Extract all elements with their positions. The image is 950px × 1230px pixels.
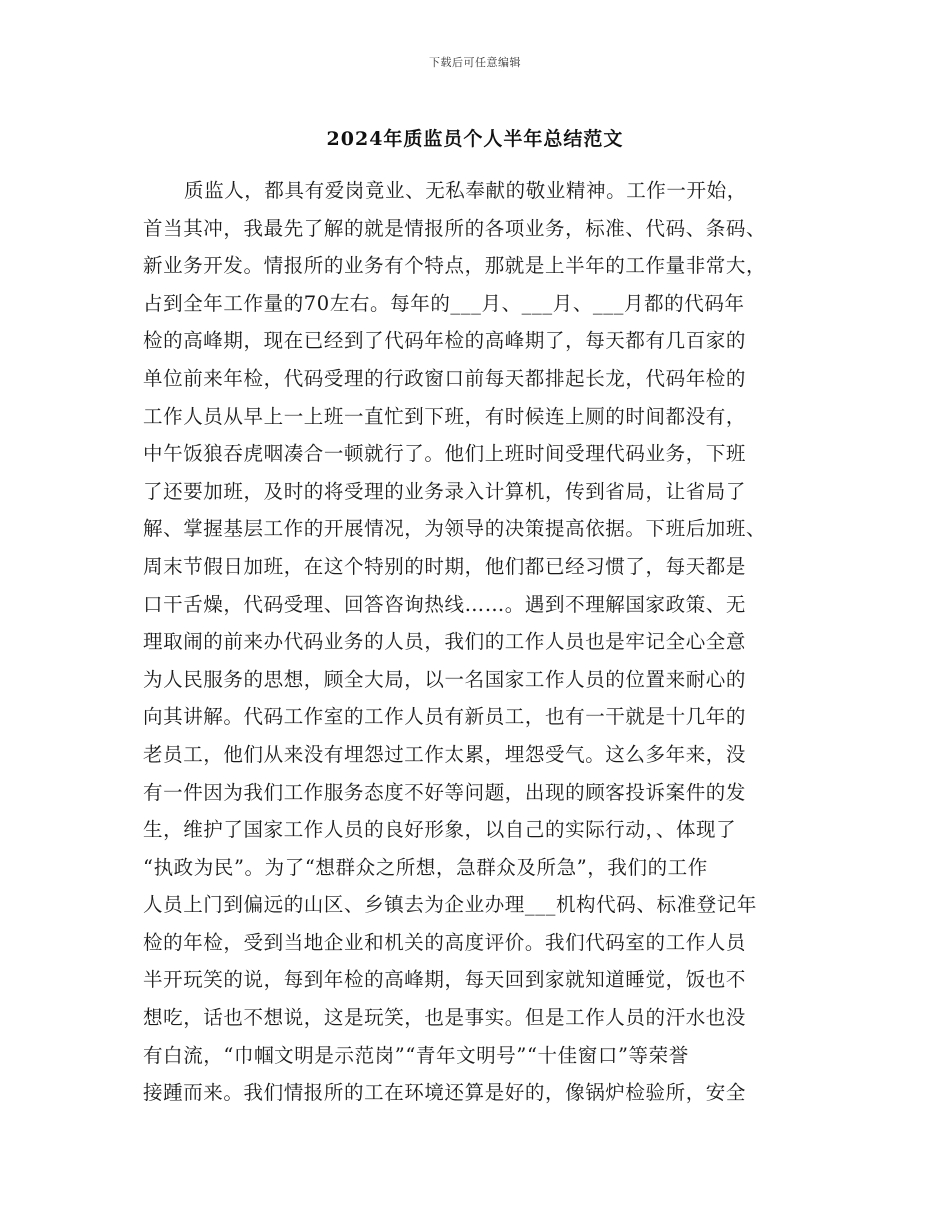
text-line: 接踵而来。我们情报所的工在环境还算是好的，像锅炉检验所，安全 [143,1081,747,1105]
text-line: 了还要加班，及时的将受理的业务录入计算机，传到省局，让省局了 [143,479,747,503]
text-line: 质监人，都具有爱岗竟业、无私奉献的敬业精神。工作一开始， [184,179,747,202]
text-line: 首当其冲，我最先了解的就是情报所的各项业务，标准、代码、条码、 [143,216,767,240]
text-line: 半开玩笑的说，每到年检的高峰期，每天回到家就知道睡觉，饭也不 [143,968,747,992]
text-line: 为人民服务的思想，顾全大局，以一名国家工作人员的位置来耐心的 [143,667,747,691]
text-line: 占到全年工作量的70左右。每年的___月、___月、___月都的代码年 [143,291,745,315]
text-line: “执政为民”。为了“想群众之所想，急群众及所急”，我们的工作 [143,855,708,879]
text-line: 工作人员从早上一上班一直忙到下班，有时候连上厕的时间都没有， [143,404,747,428]
text-line: 老员工，他们从来没有埋怨过工作太累，埋怨受气。这么多年来，没 [143,742,747,766]
header-note: 下载后可任意编辑 [429,56,521,69]
text-line: 检的年检，受到当地企业和机关的高度评价。我们代码室的工作人员 [143,930,747,954]
text-line: 周末节假日加班，在这个特别的时期，他们都已经习惯了，每天都是 [143,554,747,578]
text-line: 中午饭狼吞虎咽凑合一顿就行了。他们上班时间受理代码业务，下班 [143,442,747,466]
text-line: 单位前来年检，代码受理的行政窗口前每天都排起长龙，代码年检的 [143,366,747,390]
text-line: 有一件因为我们工作服务态度不好等问题，出现的顾客投诉案件的发 [143,780,747,804]
text-line: 生，维护了国家工作人员的良好形象，以自己的实际行动，、体现了 [143,818,737,842]
text-line: 人员上门到偏远的山区、乡镇去为企业办理___机构代码、标准登记年 [143,893,757,917]
text-line: 口干舌燥，代码受理、回答咨询热线……。遇到不理解国家政策、无 [143,592,747,616]
text-line: 新业务开发。情报所的业务有个特点，那就是上半年的工作量非常大， [143,254,767,278]
body-paragraph [143,172,811,1112]
text-line: 检的高峰期，现在已经到了代码年检的高峰期了，每天都有几百家的 [143,329,747,353]
text-line: 理取闹的前来办代码业务的人员，我们的工作人员也是牢记全心全意 [143,630,747,654]
text-line: 想吃，话也不想说，这是玩笑，也是事实。但是工作人员的汗水也没 [143,1006,747,1030]
text-line: 有白流，“巾帼文明是示范岗”“青年文明号”“十佳窗口”等荣誉 [143,1043,689,1067]
document-title: 2024年质监员个人半年总结范文 [326,128,624,150]
text-line: 向其讲解。代码工作室的工作人员有新员工，也有一干就是十几年的 [143,705,747,729]
text-line: 解、掌握基层工作的开展情况，为领导的决策提高依据。下班后加班、 [143,517,767,541]
